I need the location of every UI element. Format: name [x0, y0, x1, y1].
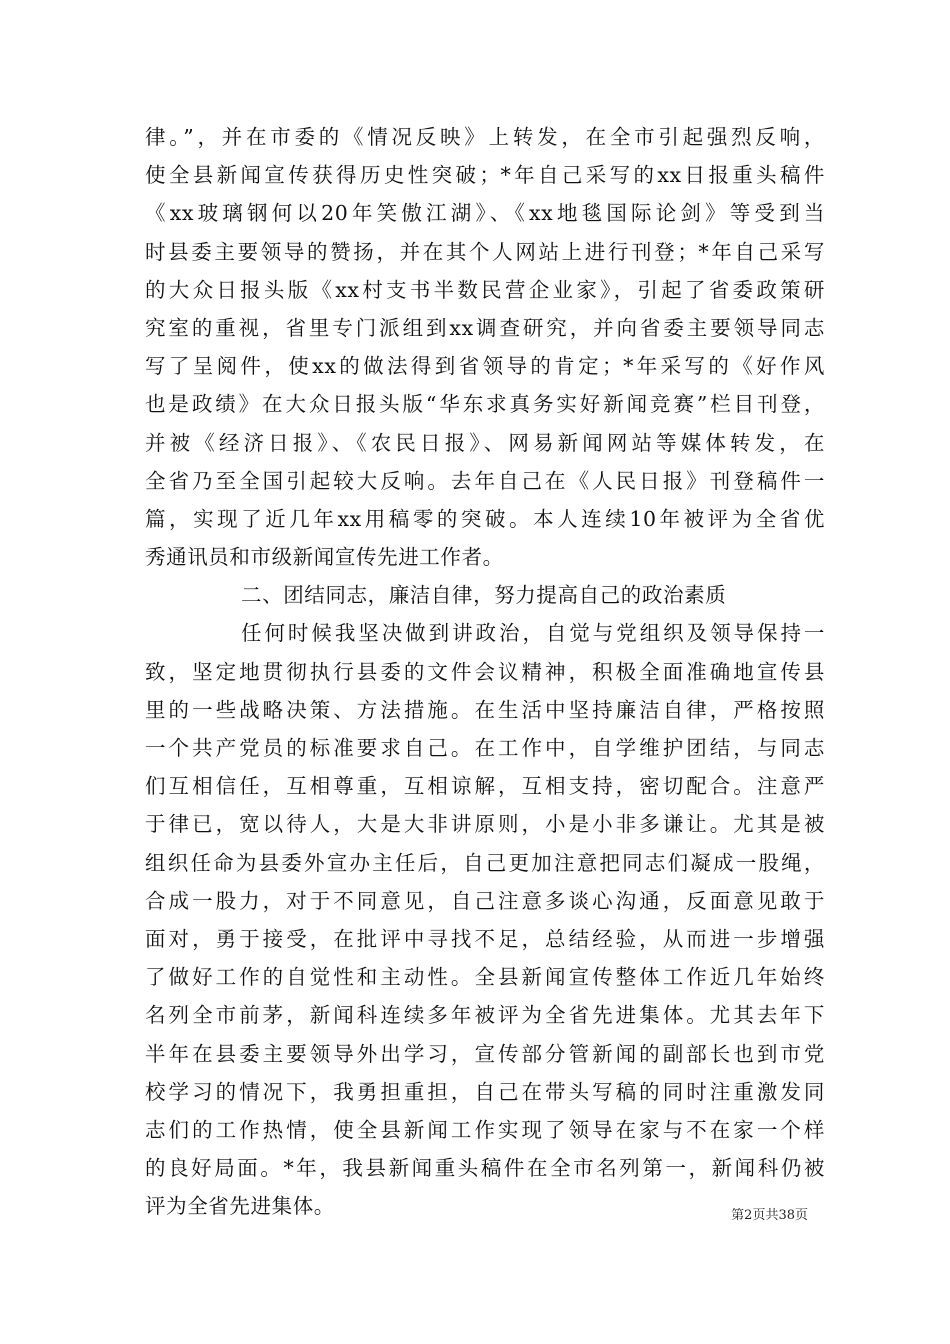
text-line: 评为全省先进集体。 — [145, 1194, 335, 1219]
text-line: 也是政绩》在大众日报头版“华东求真务实好新闻竞赛”栏目刊登， — [145, 392, 825, 417]
text-line: 名列全市前茅，新闻科连续多年被评为全省先进集体。尤其去年下 — [145, 1003, 825, 1028]
text-line: 一个共产党员的标准要求自己。在工作中，自学维护团结，与同志 — [145, 736, 825, 760]
section-heading: 二、团结同志，廉洁自律，努力提高自己的政治素质 — [241, 583, 727, 608]
text-line: 半年在县委主要领导外出学习，宣传部分管新闻的副部长也到市党 — [145, 1041, 825, 1066]
text-line: 《xx玻璃钢何以20年笑傲江湖》、《xx地毯国际论剑》等受到当 — [145, 201, 825, 226]
text-line: 校学习的情况下，我勇担重担，自己在带头写稿的同时注重激发同 — [145, 1079, 825, 1104]
text-line: 组织任命为县委外宣办主任后，自己更加注意把同志们凝成一股绳， — [145, 850, 825, 875]
text-line: 了做好工作的自觉性和主动性。全县新闻宣传整体工作近几年始终 — [145, 965, 825, 990]
page-number: 第2页共38页 — [731, 1208, 808, 1223]
text-line: 于律已，宽以待人，大是大非讲原则，小是小非多谦让。尤其是被 — [145, 812, 825, 837]
text-line: 志们的工作热情，使全县新闻工作实现了领导在家与不在家一个样 — [145, 1117, 825, 1142]
text-line: 律。”，并在市委的《情况反映》上转发，在全市引起强烈反响， — [145, 125, 825, 149]
text-line: 篇，实现了近几年xx用稿零的突破。本人连续10年被评为全省优 — [145, 506, 825, 531]
paragraph-first-line: 任何时候我坚决做到讲政治，自觉与党组织及领导保持一 — [241, 621, 825, 646]
text-line: 时县委主要领导的赞扬，并在其个人网站上进行刊登；*年自己采写 — [145, 239, 825, 264]
body-text — [145, 118, 825, 1225]
text-line: 面对，勇于接受，在批评中寻找不足，总结经验，从而进一步增强 — [145, 926, 825, 951]
text-line: 的良好局面。*年，我县新闻重头稿件在全市名列第一，新闻科仍被 — [145, 1156, 825, 1181]
text-line: 秀通讯员和市级新闻宣传先进工作者。 — [145, 545, 504, 570]
text-line: 们互相信任，互相尊重，互相谅解，互相支持，密切配合。注意严 — [145, 774, 825, 799]
text-line: 写了呈阅件，使xx的做法得到省领导的肯定；*年采写的《好作风 — [145, 354, 825, 379]
text-line: 究室的重视，省里专门派组到xx调查研究，并向省委主要领导同志 — [145, 315, 825, 340]
text-line: 致，坚定地贯彻执行县委的文件会议精神，积极全面准确地宣传县 — [145, 659, 825, 684]
text-line: 里的一些战略决策、方法措施。在生活中坚持廉洁自律，严格按照 — [145, 697, 825, 722]
text-line: 的大众日报头版《xx村支书半数民营企业家》，引起了省委政策研 — [145, 277, 825, 302]
text-line: 并被《经济日报》、《农民日报》、网易新闻网站等媒体转发，在 — [145, 430, 825, 455]
text-line: 全省乃至全国引起较大反响。去年自己在《人民日报》刊登稿件一 — [145, 468, 825, 493]
text-line: 使全县新闻宣传获得历史性突破；*年自己采写的xx日报重头稿件 — [145, 163, 825, 188]
text-line: 合成一股力，对于不同意见，自己注意多谈心沟通，反面意见敢于 — [145, 888, 825, 913]
